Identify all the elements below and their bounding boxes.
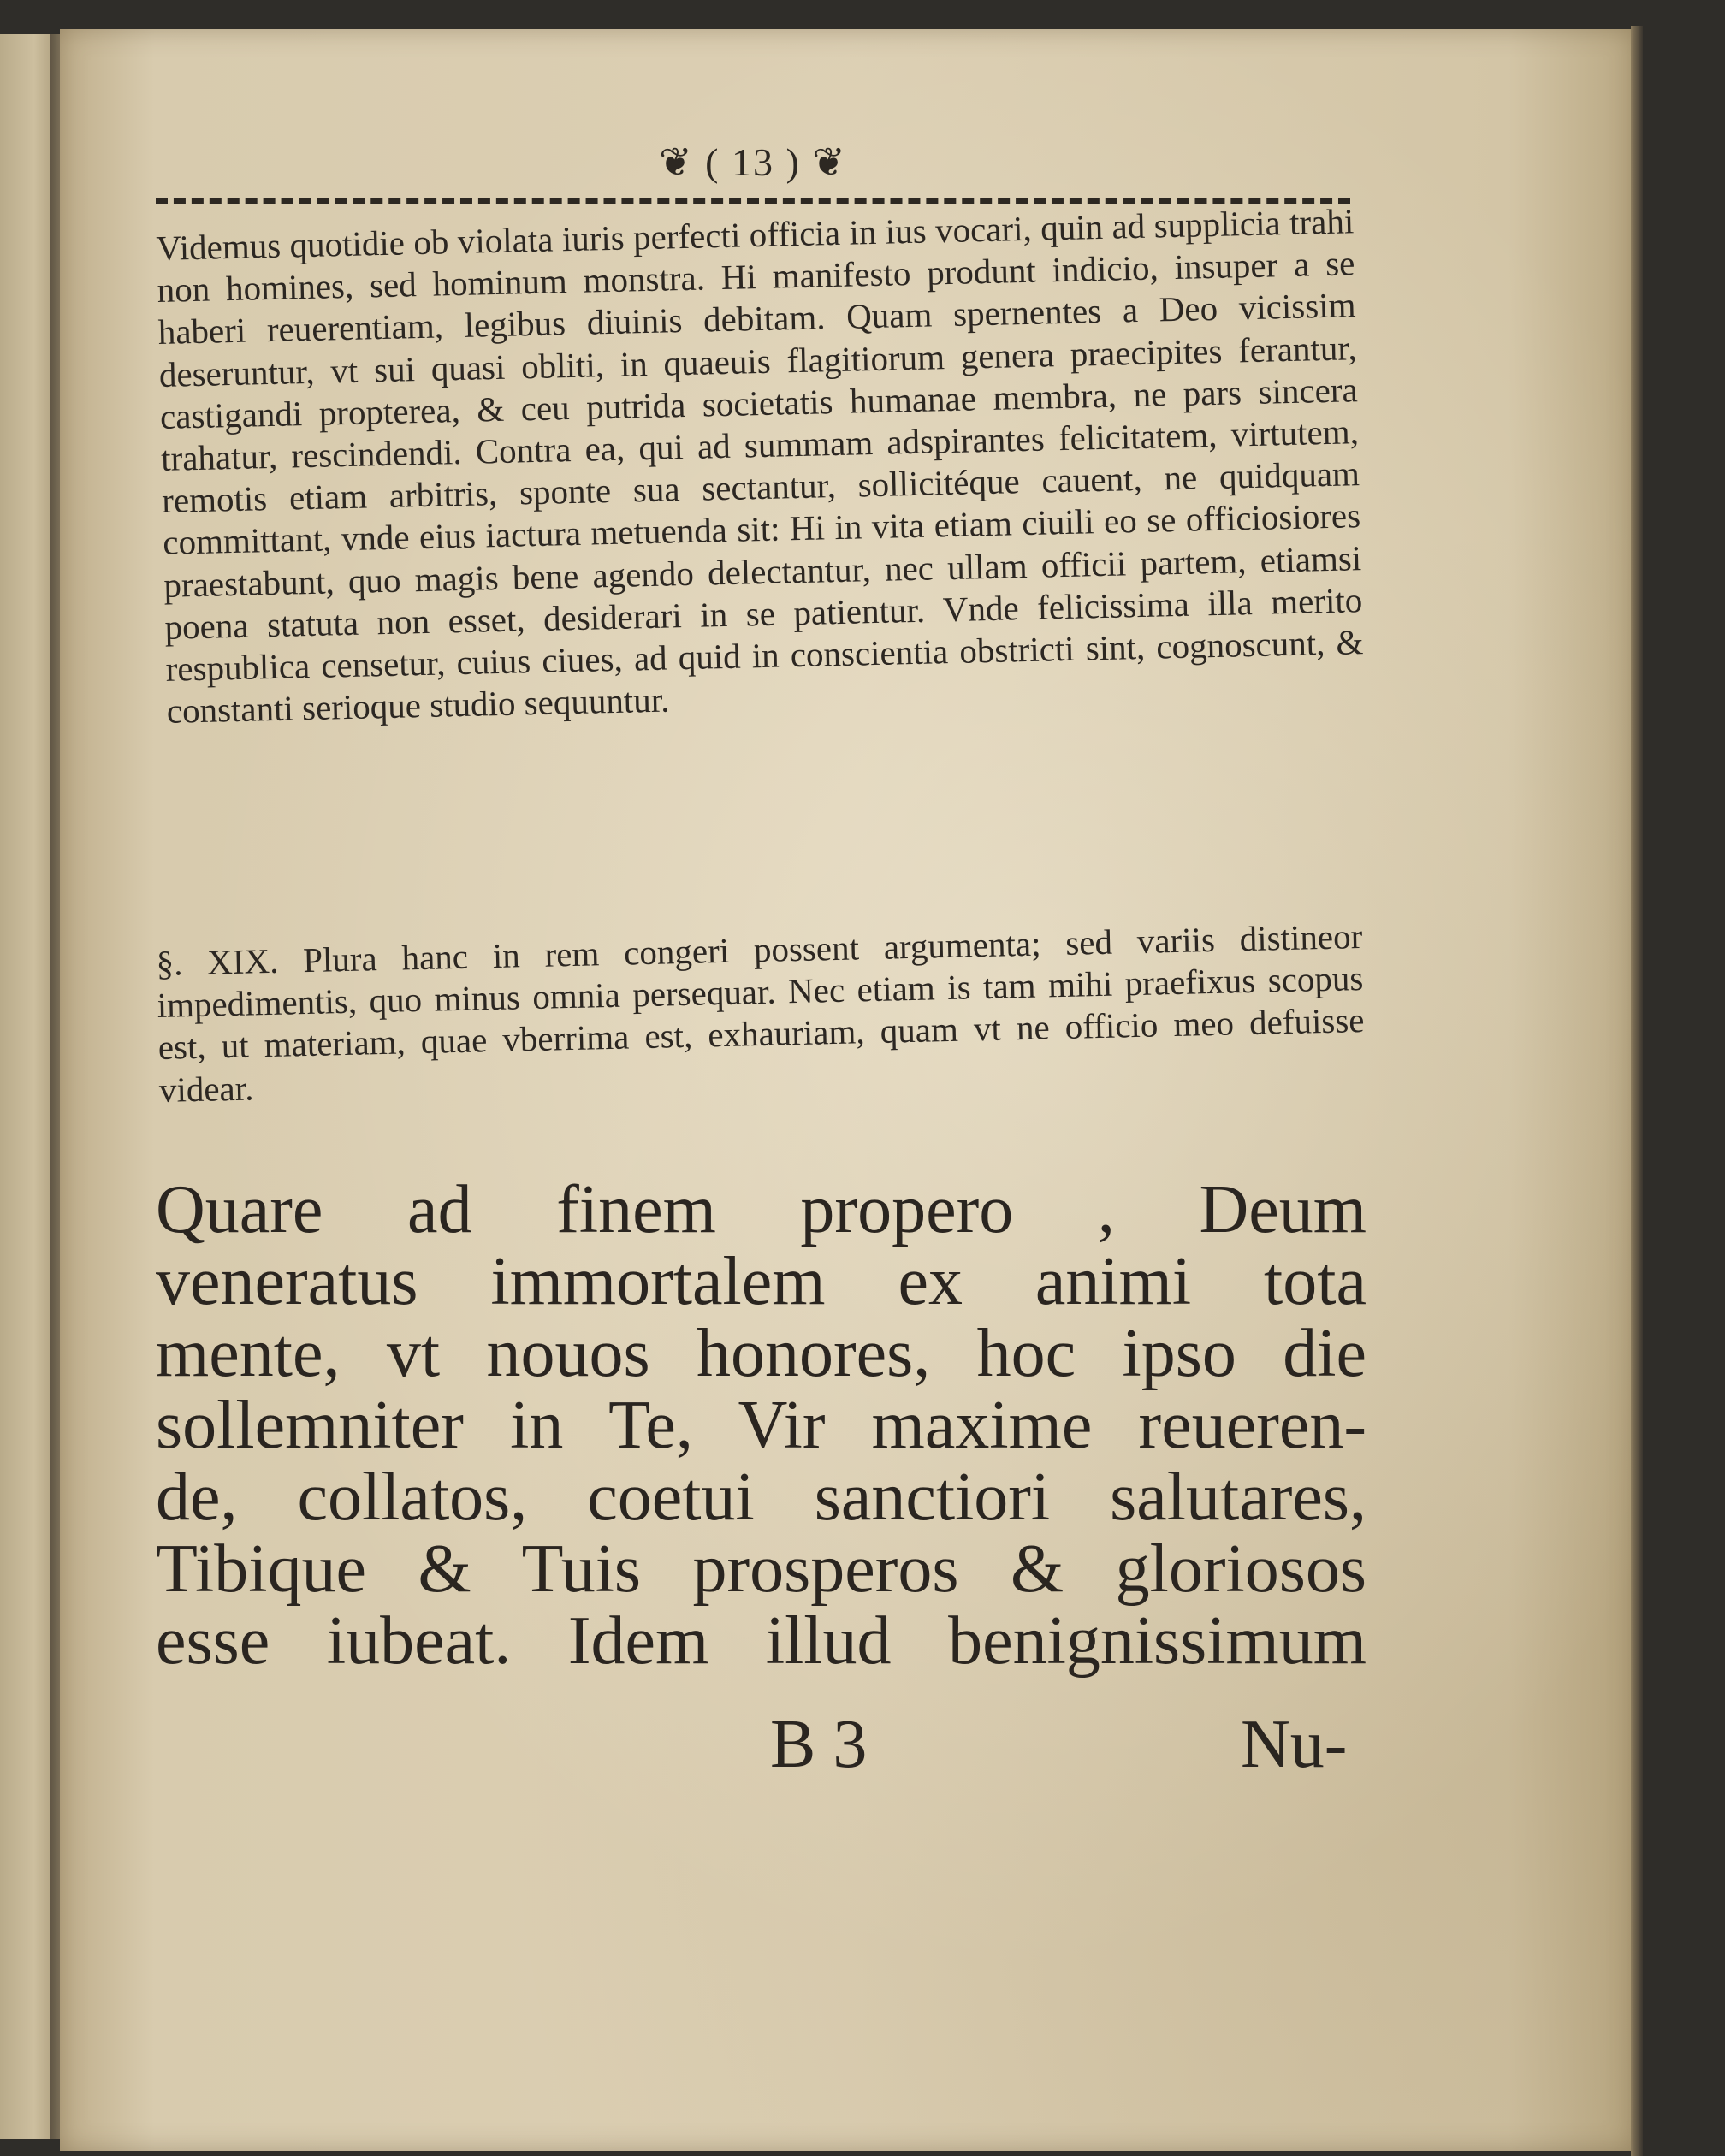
closing-line: de, collatos, coetui sanctiori salutares,: [156, 1460, 1366, 1535]
closing-line: veneratus immortalem ex animi tota: [156, 1244, 1366, 1319]
page-right-edge: [1631, 26, 1643, 2156]
closing-line: Tibique & Tuis prosperos & gloriosos: [156, 1531, 1366, 1607]
closing-line: mente, vt nouos honores, hoc ipso die: [156, 1316, 1366, 1391]
section-xix-paragraph: §. XIX. Plura hanc in rem congeri possent argumenta; sed variis distineor impedimentis, quo minus omnia persequar. Nec etiam is tam mihi praefixus scopus est, ut materiam, quae vberrima est, exhauriam, quam vt ne officio meo defuisse videar.: [156, 916, 1365, 1110]
closing-line: esse iubeat. Idem illud benignissimum: [156, 1603, 1366, 1679]
closing-line: sollemniter in Te, Vir maxime reueren-: [156, 1388, 1366, 1463]
header-rule: [156, 198, 1350, 204]
large-type-closing-passage: [156, 1174, 1366, 1677]
closing-line: Quare ad finem propero , Deum: [156, 1172, 1366, 1247]
page-number-header: ❦ ( 13 ) ❦: [659, 140, 847, 184]
catchword: Nu-: [1241, 1707, 1348, 1782]
signature-mark: B 3: [770, 1707, 868, 1782]
book-page: [60, 29, 1634, 2151]
body-paragraph-1: Videmus quotidie ob violata iuris perfecti officia in ius vocari, quin ad supplicia trahi non homines, sed hominum monstra. Hi manifesto produnt indicio, insuper a se haberi reuerentiam, legibus diuinis debitam. Quam spernentes a Deo vicissim deseruntur, vt sui quasi obliti, in quaeuis flagitiorum genera praecipites ferantur, castigandi propterea, & ceu putrida societatis humanae membra, ne pars sincera trahatur, rescindendi. Contra ea, qui ad summam adspirantes felicitatem, virtutem, remotis etiam arbitris, sponte sua sectantur, sollicitéque cauent, ne quidquam committant, vnde eius iactura metuenda sit: Hi in vita etiam ciuili eo se officiosiores praestabunt, quo magis bene agendo delectantur, nec ullam officii partem, etiamsi poena statuta non esset, desiderari in se patientur. Vnde felicissima illa merito respublica censetur, cuius ciues, ad quid in conscientia obstricti sint, cognoscunt, & constanti serioque studio sequuntur.: [156, 201, 1364, 732]
